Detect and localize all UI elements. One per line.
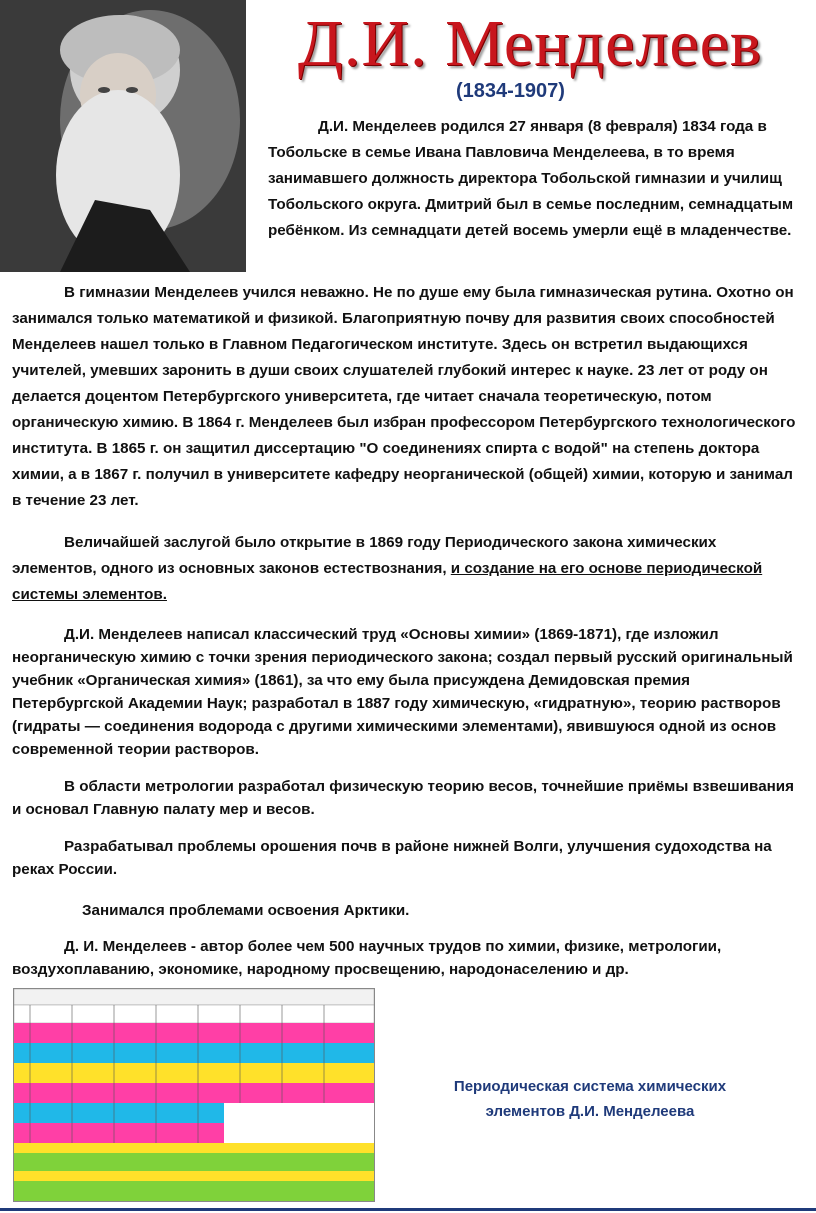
page-title: Д.И. Менделеев [297,7,763,80]
portrait-drawing [0,0,246,272]
paragraph-irrigation-text: Разрабатывал проблемы орошения почв в районе нижней Волги, улучшения судоходства на реках России. [12,838,772,878]
paragraph-author [12,935,804,981]
periodic-system-underlined-text: и создание на его основе периодической системы элементов. [12,560,763,603]
table-caption-line1: Периодическая система химических [453,1078,727,1095]
paragraph-birth-text: Д.И. Менделеев родился 27 января (8 февраля) 1834 года в Тобольске в семье Ивана Павловича Менделеева, в то время занимавшего должность директора Тобольской гимназии и училищ Тобольского округа. Дмитрий был в семье последним, семнадцатым ребёнком. Из семнадцати детей восемь умерли ещё в младенчестве. [268,118,794,239]
paragraph-metrology-text: В области метрологии разработал физическую теорию весов, точнейшие приёмы взвешивания и основал Главную палату мер и весов. [12,778,795,818]
paragraph-periodic-law [12,530,804,608]
paragraph-education [12,280,804,514]
table-caption [420,1074,760,1124]
paragraph-periodic-law-text: Величайшей заслугой было открытие в 1869 году Периодического закона химических элементов, одного из основных законов естествознания, [12,534,717,577]
periodic-table-image [13,988,375,1202]
paragraph-author-text: Д. И. Менделеев - автор более чем 500 научных трудов по химии, физике, метрологии, воздухоплаванию, экономике, народному просвещению, народонаселению и др. [12,938,722,978]
life-years: (1834-1907) [456,80,565,102]
paragraph-arctic [12,898,804,924]
table-caption-line2: элементов Д.И. Менделеева [485,1103,695,1120]
periodic-table-drawing [14,989,374,1201]
paragraph-arctic-text: Занимался проблемами освоения Арктики. [82,902,410,919]
paragraph-irrigation [12,835,804,881]
paragraph-works-text: Д.И. Менделеев написал классический труд «Основы химии» (1869-1871), где изложил неорганическую химию с точки зрения периодического закона; создал первый русский оригинальный учебник «Органическая химия» (1861), за что ему была присуждена Демидовская премия Петербургской Академии Наук; разработал в 1887 году химическую, «гидратную», теорию растворов (гидраты — соединения водорода с другими химическими элементами), явившуюся одной из основ современной теории растворов. [12,626,793,758]
mendeleev-portrait [0,0,246,272]
bottom-rule [0,1208,816,1211]
paragraph-education-text: В гимназии Менделеев учился неважно. Не по душе ему была гимназическая рутина. Охотно он занимался только математикой и физикой. Благоприятную почву для развития своих способностей Менделеев нашел только в Главном Педагогическом институте. Здесь он встретил выдающихся учителей, умевших заронить в души своих слушателей глубокий интерес к науке. 23 лет от роду он делается доцентом Петербургского университета, где читает сначала теоретическую, потом органическую химию. В 1864 г. Менделеев был избран профессором Петербургского технологического института. В 1865 г. он защитил диссертацию "О соединениях спирта с водой" на степень доктора химии, а в 1867 г. получил в университете кафедру неорганической (общей) химии, которую и занимал в течение 23 лет. [12,284,796,509]
paragraph-works [12,623,804,761]
paragraph-metrology [12,775,804,821]
paragraph-birth [268,114,804,244]
